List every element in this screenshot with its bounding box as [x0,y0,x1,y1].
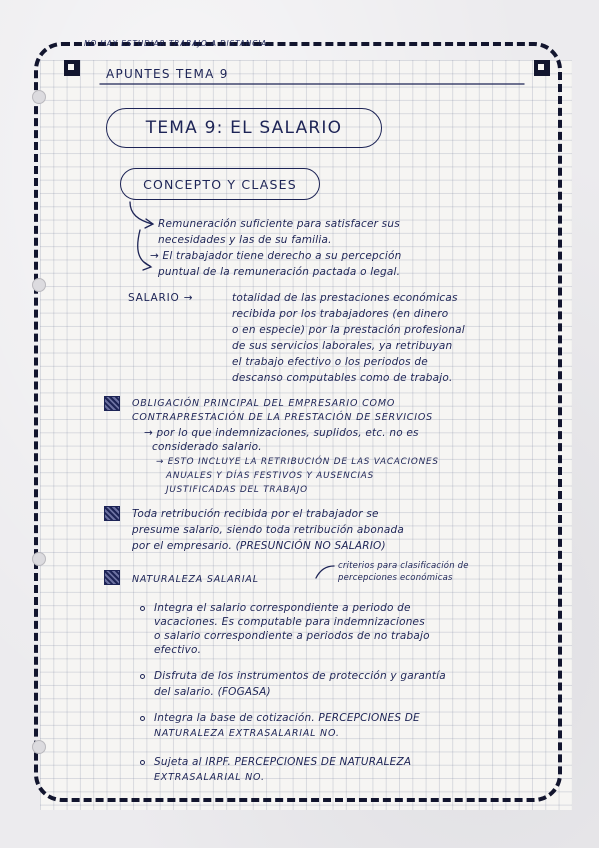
block2-line: por el empresario. (PRESUNCIÓN NO SALARIO) [132,540,386,552]
bullet-line: Integra la base de cotización. PERCEPCIONES DE [154,712,420,724]
bullet-line: o salario correspondiente a periodos de no trabajo [154,630,430,642]
block1-line: → por lo que indemnizaciones, suplidos, etc. no es [144,427,419,439]
top-note: NO HAY ESTUDIAR TRABAJO A DISTANCIA. [84,39,271,48]
concept-line: → El trabajador tiene derecho a su percepción [150,250,402,262]
naturaleza-note: criterios para clasificación de [338,561,469,571]
naturaleza-note: percepciones económicas [338,573,453,583]
bullet-line: Disfruta de los instrumentos de protección y garantía [154,670,446,682]
salario-line: recibida por los trabajadores (en dinero [232,308,449,320]
bullet-line: del salario. (FOGASA) [154,686,271,698]
salario-line: el trabajo efectivo o los periodos de [232,356,428,368]
block1-line: CONTRAPRESTACIÓN DE LA PRESTACIÓN DE SERVICIOS [132,412,433,423]
bullet-line: NATURALEZA EXTRASALARIAL NO. [154,728,340,739]
bullet-dot-icon [140,674,145,679]
salario-line: totalidad de las prestaciones económicas [232,292,458,304]
salario-line: o en especie) por la prestación profesional [232,324,465,336]
block2-line: presume salario, siendo toda retribución abonada [132,524,404,536]
section-title: CONCEPTO Y CLASES [143,176,297,192]
bullet-dot-icon [140,760,145,765]
bullet-line: EXTRASALARIAL NO. [154,772,265,783]
bullet-line: Sujeta al IRPF. PERCEPCIONES DE NATURALEZA [154,756,412,768]
concept-line: Remuneración suficiente para satisfacer sus [158,218,400,230]
block1-line: ANUALES Y DÍAS FESTIVOS Y AUSENCIAS [166,471,375,481]
bullet-line: efectivo. [154,644,202,656]
salario-line: descanso computables como de trabajo. [232,372,453,384]
bullet-line: vacaciones. Es computable para indemnizaciones [154,616,425,628]
naturaleza-label: NATURALEZA SALARIAL [132,574,259,585]
bullet-dot-icon [140,606,145,611]
concept-line: necesidades y las de su familia. [158,234,332,246]
concept-line: puntual de la remuneración pactada o legal. [158,266,401,278]
block1-line: considerado salario. [152,441,262,453]
salario-line: de sus servicios laborales, ya retribuyan [232,340,453,352]
block1-line: → ESTO INCLUYE LA RETRIBUCIÓN DE LAS VACACIONES [156,457,439,467]
block2-line: Toda retribución recibida por el trabajador se [132,508,379,520]
page-title: TEMA 9: EL SALARIO [145,118,343,138]
bullet-line: Integra el salario correspondiente a periodo de [154,602,411,614]
salario-label: SALARIO → [128,292,194,304]
block1-line: OBLIGACIÓN PRINCIPAL DEL EMPRESARIO COMO [132,398,396,409]
bullet-dot-icon [140,716,145,721]
block1-line: JUSTIFICADAS DEL TRABAJO [166,485,308,495]
page-header: APUNTES TEMA 9 [106,67,229,81]
